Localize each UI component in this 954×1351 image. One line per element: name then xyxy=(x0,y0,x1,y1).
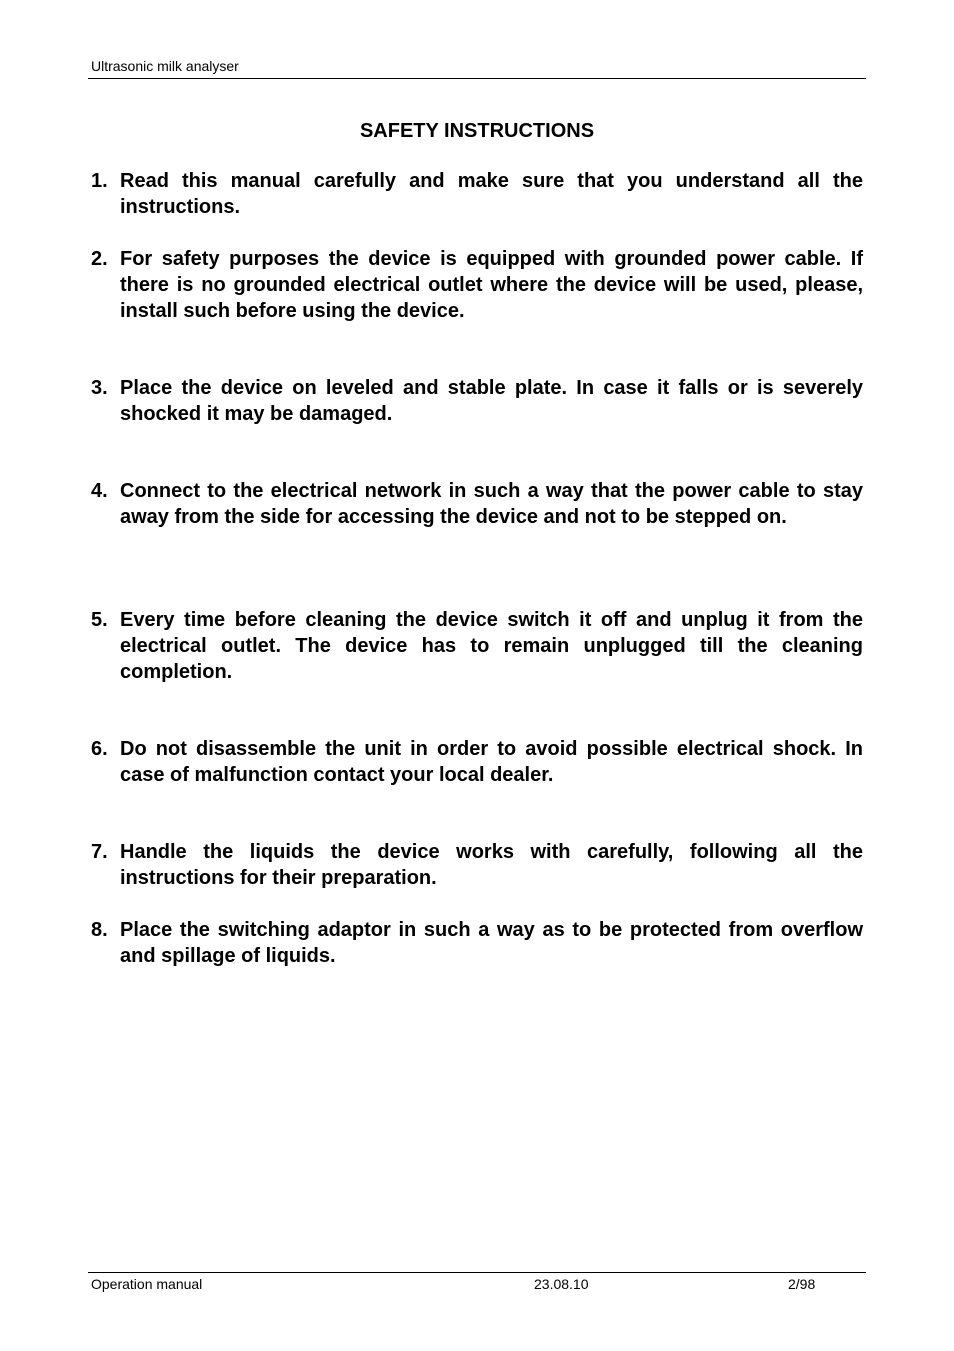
list-item-text: For safety purposes the device is equipped with grounded power cable. If there is no grounded electrical outlet where the device will be used, please, install such before using the device. xyxy=(120,248,863,322)
footer-date: 23.08.10 xyxy=(534,1276,589,1292)
page-footer xyxy=(88,1272,866,1295)
list-item-number: 5. xyxy=(91,609,108,631)
list-item-text: Every time before cleaning the device switch it off and unplug it from the electrical outlet. The device has to remain unplugged till the cleaning completion. xyxy=(120,609,863,683)
list-item-text: Place the switching adaptor in such a way as to be protected from overflow and spillage of liquids. xyxy=(120,919,863,967)
list-item xyxy=(91,375,863,427)
list-item xyxy=(91,168,863,220)
page-title: SAFETY INSTRUCTIONS xyxy=(359,120,595,142)
list-item xyxy=(91,736,863,788)
footer-document-type: Operation manual xyxy=(91,1276,203,1292)
list-item-text: Do not disassemble the unit in order to avoid possible electrical shock. In case of malfunction contact your local dealer. xyxy=(120,738,863,786)
list-item-number: 2. xyxy=(91,248,108,270)
list-item-number: 8. xyxy=(91,919,108,941)
list-item-number: 3. xyxy=(91,377,108,399)
list-item-number: 1. xyxy=(91,170,108,192)
list-item xyxy=(91,917,863,969)
header-title: Ultrasonic milk analyser xyxy=(91,58,239,74)
list-item-text: Connect to the electrical network in such a way that the power cable to stay away from the side for accessing the device and not to be stepped on. xyxy=(120,480,863,528)
list-item-text: Read this manual carefully and make sure that you understand all the instructions. xyxy=(120,170,863,218)
list-item-text: Handle the liquids the device works with carefully, following all the instructions for their preparation. xyxy=(120,841,863,889)
footer-page-number: 2/98 xyxy=(788,1276,816,1292)
list-item xyxy=(91,246,863,324)
list-item xyxy=(91,478,863,530)
list-item-number: 4. xyxy=(91,480,108,502)
list-item xyxy=(91,839,863,891)
list-item-text: Place the device on leveled and stable plate. In case it falls or is severely shocked it may be damaged. xyxy=(120,377,863,425)
list-item-number: 6. xyxy=(91,738,108,760)
page-header xyxy=(88,56,866,79)
list-item-number: 7. xyxy=(91,841,108,863)
list-item xyxy=(91,607,863,685)
